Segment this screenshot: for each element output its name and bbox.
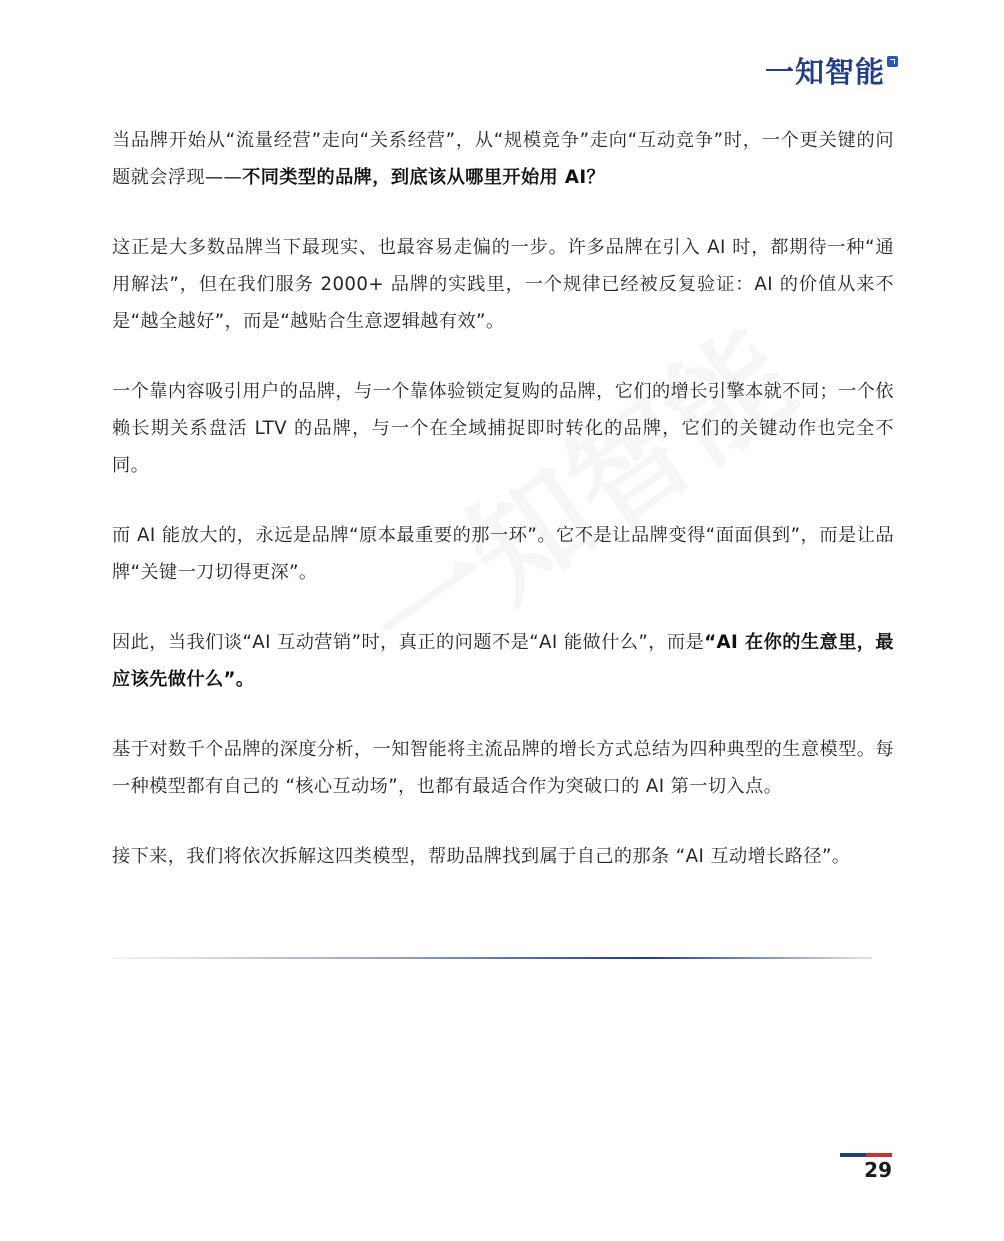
emphasis: 不同类型的品牌，到底该从哪里开始用 AI？ — [242, 167, 606, 188]
page-number-accent — [840, 1153, 892, 1157]
logo-text: 一知智能 — [764, 55, 885, 89]
page-number: 29 — [864, 1158, 892, 1182]
paragraph-7: 接下来，我们将依次拆解这四类模型，帮助品牌找到属于自己的那条 “AI 互动增长路径”。 — [112, 846, 851, 867]
article-body — [112, 122, 894, 908]
emphasis: “AI 在你的生意里，最应该先做什么”。 — [112, 632, 894, 690]
paragraph-2: 这正是大多数品牌当下最现实、也最容易走偏的一步。许多品牌在引入 AI 时，都期待一种“通用解法”，但在我们服务 2000+ 品牌的实践里，一个规律已经被反复验证：AI 的价值从来不是“越全越好”，而是“越贴合生意逻辑越有效”。 — [112, 237, 894, 332]
paragraph-5: 因此，当我们谈“AI 互动营销”时，真正的问题不是“AI 能做什么”，而是“AI 在你的生意里，最应该先做什么”。 — [112, 632, 894, 690]
paragraph-4: 而 AI 能放大的，永远是品牌“原本最重要的那一环”。它不是让品牌变得“面面俱到”，而是让品牌“关键一刀切得更深”。 — [112, 525, 894, 583]
paragraph-6: 基于对数千个品牌的深度分析，一知智能将主流品牌的增长方式总结为四种典型的生意模型。每一种模型都有自己的 “核心互动场”，也都有最适合作为突破口的 AI 第一切入点。 — [112, 739, 894, 797]
logo-mark-icon — [887, 56, 898, 67]
brand-logo — [765, 52, 898, 92]
paragraph-1: 当品牌开始从“流量经营”走向“关系经营”，从“规模竞争”走向“互动竞争”时，一个更关键的问题就会浮现——不同类型的品牌，到底该从哪里开始用 AI？ — [112, 130, 894, 188]
section-divider — [112, 957, 872, 959]
paragraph-3: 一个靠内容吸引用户的品牌，与一个靠体验锁定复购的品牌，它们的增长引擎本就不同；一个依赖长期关系盘活 LTV 的品牌，与一个在全域捕捉即时转化的品牌，它们的关键动作也完全不同。 — [112, 381, 894, 476]
